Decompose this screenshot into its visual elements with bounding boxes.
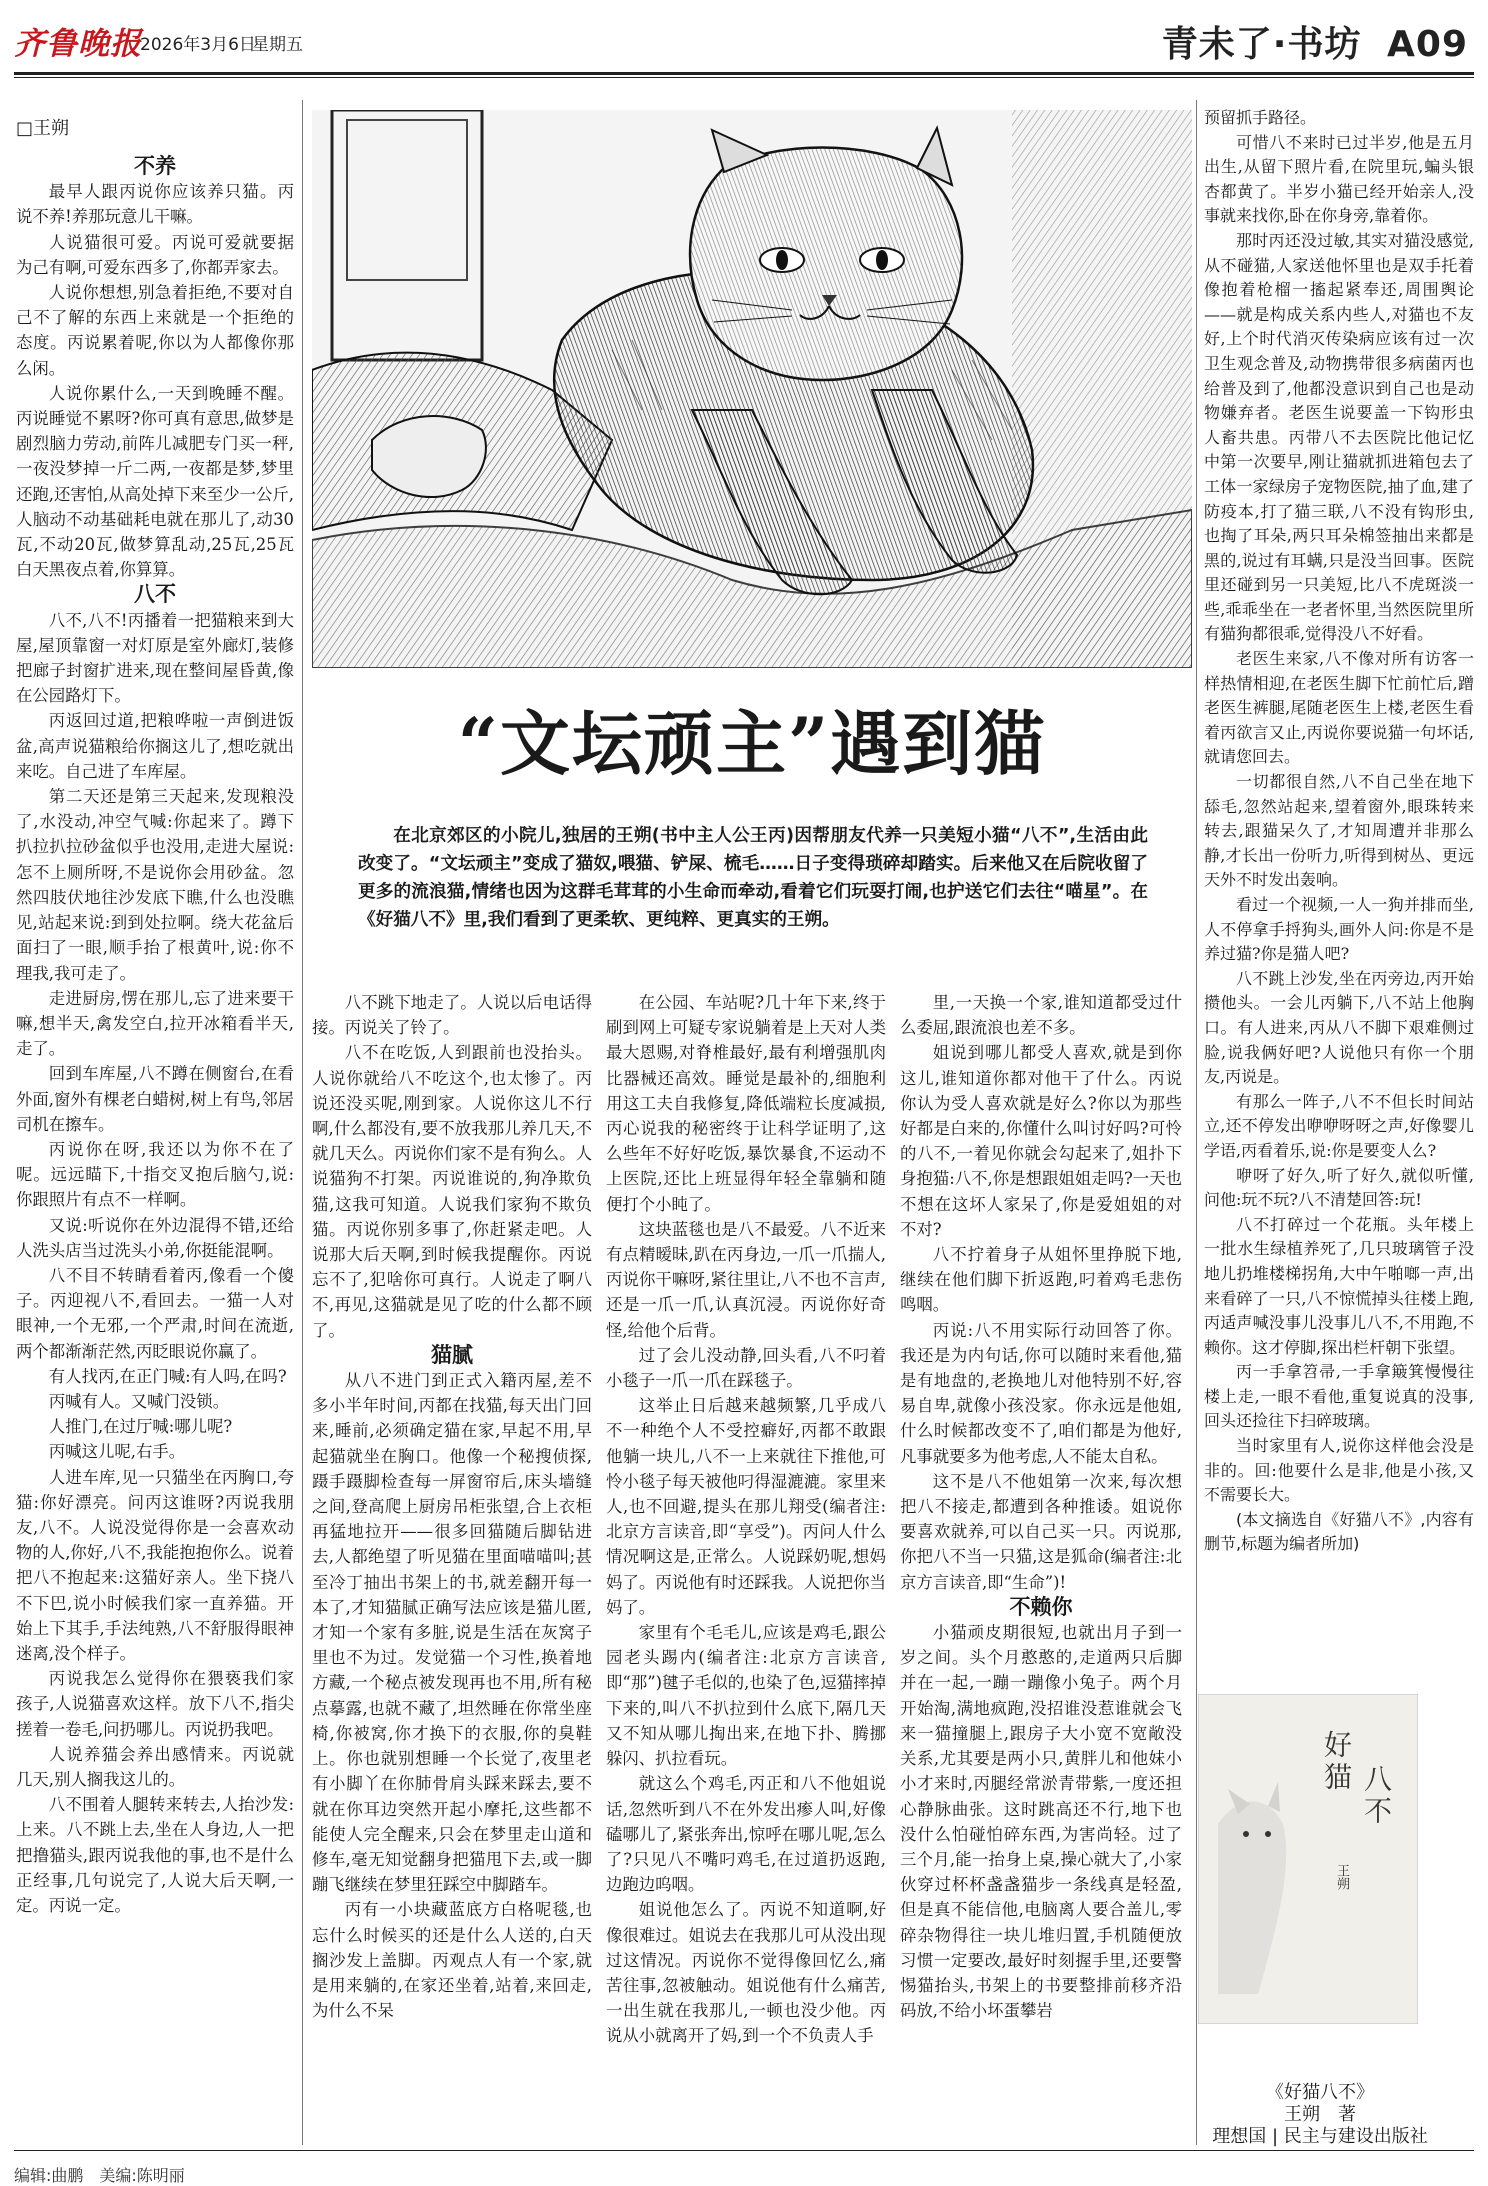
paragraph: 人说养猫会养出感情来。丙说就几天,别人搁我这儿的。 xyxy=(16,1744,294,1789)
paragraph: 过了会儿没动静,回头看,八不叼着小毯子一爪一爪在踩毯子。 xyxy=(606,1345,886,1391)
issue-date: 2026年3月6日 xyxy=(140,35,256,55)
masthead-rule-thin xyxy=(14,77,1474,78)
book-cover-title-2 xyxy=(1356,1764,1396,1828)
paragraph: 最早人跟丙说你应该养只猫。丙说不养!养那玩意儿干嘛。 xyxy=(16,182,294,227)
book-cover-title-line1: 好猫 xyxy=(1320,1730,1353,1794)
issue-weekday: 星期五 xyxy=(252,35,303,55)
paragraph: 丙说:八不用实际行动回答了你。我还是为内句话,你可以随时来看他,猫是有地盘的,老换地儿对他特别不好,容易自卑,就像小孩没家。你永远是他姐,什么时候都改变不了,咱们都是为他好,凡事就要多为他考虑,人不能太自私。 xyxy=(900,1320,1182,1466)
paragraph: 当时家里有人,说你这样他会没是非的。回:他要什么是非,他是小孩,又不需要长大。 xyxy=(1204,1436,1474,1505)
paragraph: 在公园、车站呢?几十年下来,终于刷到网上可疑专家说躺着是上天对人类最大恩赐,对脊椎最好,最有利增强肌肉比器械还高效。睡觉是最补的,细胞利用这工夫自我修复,降低端粒长度减损,丙心说我的秘密终于让科学证明了,这么些年不好好吃饭,暴饮暴食,不运动不上医院,还比上班显得年轻全靠躺和随便打个小盹了。 xyxy=(606,993,886,1214)
paragraph: 人进车库,见一只猫坐在丙胸口,夸猫:你好漂亮。问丙这谁呀?丙说我朋友,八不。人说没觉得你是一会喜欢动物的人,你好,八不,我能抱抱你么。说着把八不抱起来:这猫好亲人。坐下挠八不下巴,说小时候我们家一直养猫。开始上下其手,手法纯熟,八不舒服得眼神迷离,没个样子。 xyxy=(16,1467,294,1663)
column-5 xyxy=(1204,106,1474,1557)
subheading-bulaini: 不赖你 xyxy=(1009,1594,1073,1619)
subheading-babu: 八不 xyxy=(134,582,176,607)
masthead-rule xyxy=(14,72,1474,75)
paragraph: 可惜八不来时已过半岁,他是五月出生,从留下照片看,在院里玩,蝙头银杏都黄了。半岁小猫已经开始亲人,没事就来找你,卧在你身旁,靠着你。 xyxy=(1204,132,1474,226)
book-caption-publisher: 理想国 | 民主与建设出版社 xyxy=(1212,2126,1428,2147)
article-deck: 在北京郊区的小院儿,独居的王朔(书中主人公王丙)因帮朋友代养一只美短小猫“八不”,生活由此改变了。“文坛顽主”变成了猫奴,喂猫、铲屎、梳毛……日子变得琐碎却踏实。后来他又在后院收留了更多的流浪猫,情绪也因为这群毛茸茸的小生命而牵动,看着它们玩耍打闹,也护送它们去往“喵星”。在《好猫八不》里,我们看到了更柔软、更纯粹、更真实的王朔。 xyxy=(358,826,1148,930)
column-1 xyxy=(16,150,294,1918)
paragraph: 八不在吃饭,人到跟前也没抬头。人说你就给八不吃这个,也太惨了。丙说还没买呢,刚到家。人说你这儿不行啊,什么都没有,要不放我那儿养几天,不就几天么。丙说你们家不是有狗么。人说猫狗不打架。丙说谁说的,狗净欺负猫,这我可知道。人说我们家狗不欺负猫。丙说你别多事了,你赶紧走吧。人说那大后天啊,到时候我提醒你。丙说忘不了,犯啥你可真行。人说走了啊八不,再见,这猫就是见了吃的什么都不顾了。 xyxy=(312,1043,592,1340)
paragraph: 八不目不转睛看着丙,像看一个傻子。丙迎视八不,看回去。一猫一人对眼神,一个无邪,一个严肃,时间在流逝,两个都渐渐茫然,丙眨眼说你赢了。 xyxy=(16,1265,294,1361)
editor-credit: 编辑:曲鹏 美编:陈明丽 xyxy=(14,2166,185,2185)
paragraph: 丙喊这儿呢,右手。 xyxy=(48,1442,186,1462)
section-header xyxy=(1162,16,1468,67)
paragraph: 老医生来家,八不像对所有访客一样热情相迎,在老医生脚下忙前忙后,蹭老医生裤腿,尾随老医生上楼,老医生看着丙欲言又止,丙说你要说猫一句坏话,就请您回去。 xyxy=(1204,649,1474,767)
newspaper-logo: 齐鲁晚报 xyxy=(14,26,142,62)
paragraph: 第二天还是第三天起来,发现粮没了,水没动,冲空气喊:你起来了。蹲下扒拉扒拉砂盆似乎也没用,走进大屋说:怎不上厕所呀,不是说你会用砂盆。忽然四肢伏地往沙发底下瞧,什么也没瞧见,站起来说:到到处拉啊。绕大花盆后面扫了一眼,顺手抬了根黄叶,说:你不理我,我可走了。 xyxy=(16,787,294,983)
paragraph: 这块蓝毯也是八不最爱。八不近来有点精暧昧,趴在丙身边,一爪一爪揣人,丙说你干嘛呀,紧往里让,八不也不言声,还是一爪一爪,认真沉浸。丙说你好奇怪,给他个后背。 xyxy=(606,1219,886,1340)
book-cover-author: 王朔 xyxy=(1334,1864,1349,1890)
paragraph: 八不,八不!丙播着一把猫粮来到大屋,屋顶靠窗一对灯原是室外廊灯,装修把廊子封窗扩进来,现在整间屋昏黄,像在公园路灯下。 xyxy=(16,610,294,706)
paragraph: 走进厨房,愣在那儿,忘了进来要干嘛,想半天,禽发空白,拉开冰箱看半天,走了。 xyxy=(16,988,294,1059)
paragraph: 有人找丙,在正门喊:有人吗,在吗? xyxy=(48,1366,287,1386)
paragraph: 人说你想想,别急着拒绝,不要对自己不了解的东西上来就是一个拒绝的态度。丙说累着呢,你以为人都像你那么闲。 xyxy=(16,283,294,378)
paragraph: 丙有一小块藏蓝底方白格呢毯,也忘什么时候买的还是什么人送的,白天搁沙发上盖脚。丙观点人有一个家,就是用来躺的,在家还坐着,站着,来回走,为什么不呆 xyxy=(312,1900,592,2021)
column-divider xyxy=(1196,100,1197,2145)
paragraph: 这不是八不他姐第一次来,每次想把八不接走,都遭到各种推诿。姐说你要喜欢就养,可以自己买一只。丙说那,你把八不当一只猫,这是狐命(编者注:北京方言读音,即“生命”)! xyxy=(900,1471,1182,1592)
paragraph: 回到车库屋,八不蹲在侧窗台,在看外面,窗外有棵老白蜡树,树上有鸟,邻居司机在擦车。 xyxy=(16,1064,294,1134)
paragraph: 丙喊有人。又喊门没锁。 xyxy=(48,1391,230,1411)
book-cover-title xyxy=(1316,1730,1356,1794)
paragraph: 丙说我怎么觉得你在猥亵我们家孩子,人说猫喜欢这样。放下八不,指尖搓着一卷毛,问扔哪儿。丙说扔我吧。 xyxy=(16,1669,294,1739)
paragraph: 八不围着人腿转来转去,人抬沙发:上来。八不跳上去,坐在人身边,人一把把撸猫头,跟丙说我他的事,也不是什么正经事,几句说完了,人说大后天啊,一定。丙说一定。 xyxy=(16,1795,294,1916)
footer-rule xyxy=(14,2150,1474,2151)
paragraph: 咿呀了好久,听了好久,就似听懂,问他:玩不玩?八不清楚回答:玩! xyxy=(1204,1165,1474,1210)
paragraph: 八不跳上沙发,坐在丙旁边,丙开始攒他头。一会儿丙躺下,八不站上他胸口。有人进来,丙从八不脚下艰难侧过脸,说我俩好吧?人说他只有你一个朋友,丙说是。 xyxy=(1204,968,1474,1087)
paragraph: 姐说到哪儿都受人喜欢,就是到你这儿,谁知道你都对他干了什么。丙说你认为受人喜欢就是好么?你以为那些好都是白来的,你懂什么叫讨好吗?可怜的八不,一着见你就会勾起来了,姐扑下身抱猫:八不,你是想跟姐姐走吗?一天也不想在这坏人家呆了,你是爱姐姐的对不对? xyxy=(900,1043,1182,1239)
paragraph: 又说:听说你在外边混得不错,还给人洗头店当过洗头小弟,你挺能混啊。 xyxy=(16,1215,294,1260)
paragraph: 人说你累什么,一天到晚睡不醒。丙说睡觉不累呀?你可真有意思,做梦是剧烈脑力劳动,前阵儿减肥专门买一秤,一夜没梦掉一斤二两,一夜都是梦,梦里还跑,还害怕,从高处掉下来至少一公斤,人脑动不动基础耗电就在那儿了,动30瓦,不动20瓦,做梦算乱动,25瓦,25瓦白天黑夜点着,你算算。 xyxy=(16,383,294,580)
excerpt-note: (本文摘选自《好猫八不》,内容有删节,标题为编者所加) xyxy=(1204,1509,1474,1554)
paragraph: 看过一个视频,一人一狗并排而坐,人不停拿手捋狗头,画外人问:你是不是养过猫?你是猫人吧? xyxy=(1204,895,1474,964)
paragraph: 家里有个毛毛儿,应该是鸡毛,跟公园老头踢内(编者注:北京方言读音,即“那”)毽子毛似的,也染了色,逗猫摔掉下来的,叫八不扒拉到什么底下,隔几天又不知从哪儿掏出来,在地下扑、腾挪躲闪、扒拉看玩。 xyxy=(606,1623,886,1769)
paragraph: 就这么个鸡毛,丙正和八不他姐说话,忽然听到八不在外发出瘆人叫,好像磕哪儿了,紧张奔出,惊呼在哪儿呢,怎么了?只见八不嘴叼鸡毛,在过道扔返跑,边跑边呜咽。 xyxy=(606,1774,886,1895)
paragraph: 姐说他怎么了。丙说不知道啊,好像很难过。姐说去在我那儿可从没出现过这情况。丙说你不觉得像回忆么,痛苦往事,忽被触动。姐说他有什么痛苦,一出生就在我那儿,一顿也没少他。丙说从小就离开了妈,到一个不负责人手 xyxy=(606,1900,886,2046)
article-headline: “文坛顽主”遇到猫 xyxy=(457,702,1047,785)
column-divider xyxy=(302,100,303,2145)
paragraph: 丙说你在呀,我还以为你不在了呢。远远瞄下,十指交叉抱后脑勺,说:你跟照片有点不一样啊。 xyxy=(16,1139,294,1210)
paragraph: 里,一天换一个家,谁知道都受过什么委屈,跟流浪也差不多。 xyxy=(900,993,1182,1038)
page-number: A09 xyxy=(1387,24,1468,65)
paragraph: 人推门,在过厅喊:哪儿呢? xyxy=(48,1417,233,1437)
paragraph: 小猫顽皮期很短,也就出月子到一岁之间。头个月憨憨的,走道两只后脚并在一起,一蹦一蹦像小兔子。两个月开始淘,满地疯跑,没招谁没惹谁就会飞来一猫撞腿上,跟房子大小宽不宽敞没关系,尤其要是两小只,黄胖儿和他妹小小才来时,丙腿经常淤青带紫,一度还担心静脉曲张。这时跳高还不行,地下也没什么怕碰怕碎东西,为害尚轻。过了三个月,能一抬身上桌,操心就大了,小家伙穿过杯杯盏盏猫步一条线真是轻盈,但是真不能信他,电脑离人要合盖儿,零碎杂物得往一块儿堆归置,手机随便放习惯一定要改,最好时刻握手里,还要警惕猫抬头,书架上的书要整排前移齐沿码放,不给小坏蛋攀岩 xyxy=(900,1623,1182,2021)
paragraph: 八不跳下地走了。人说以后电话得接。丙说关了铃了。 xyxy=(312,993,592,1038)
column-4 xyxy=(900,990,1182,2023)
author-byline: □王朔 xyxy=(16,118,70,139)
paragraph: 丙一手拿笤帚,一手拿簸箕慢慢往楼上走,一眼不看他,重复说真的没事,回头还捡往下扫碎玻璃。 xyxy=(1204,1362,1474,1431)
paragraph: 这举止日后越来越频繁,几乎成八不一种绝个人不受控癖好,丙都不敢跟他躺一块儿,八不一上来就往下推他,可怜小毯子每天被他叼得湿漉漉。家里来人,也不回避,提头在那儿翔受(编者注:北京方言读音,即“享受”)。丙问人什么情况啊这是,正常么。人说踩奶呢,想妈妈了。丙说他有时还踩我。人说把你当妈了。 xyxy=(606,1396,886,1617)
paragraph: 人说猫很可爱。丙说可爱就要据为己有啊,可爱东西多了,你都弄家去。 xyxy=(16,232,294,277)
paragraph: 那时丙还没过敏,其实对猫没感觉,从不碰猫,人家送他怀里也是双手托着像抱着枪榴一搐起紧奉还,周围舆论——就是构成关系内些人,对猫也不友好,上个时代消灭传染病应该有过一次卫生观念普及,动物携带很多病菌丙也给普及到了,他都没意识到自己也是动物嫌弃者。老医生说要盖一下钩形虫人畜共患。丙带八不去医院比他记忆中第一次要早,刚让猫就抓进箱包去了工体一家绿房子宠物医院,抽了血,建了防疫本,打了猫三联,八不没有钩形虫,也掏了耳朵,两只耳朵棉签抽出来都是黑的,说过有耳螨,只是没当回事。医院里还碰到另一只美短,比八不虎斑淡一些,乖乖坐在一老者怀里,当然医院里所有猫狗都很乖,觉得没八不好看。 xyxy=(1204,230,1474,644)
paragraph: 一切都很自然,八不自己坐在地下舔毛,忽然站起来,望着窗外,眼珠转来转去,跟猫呆久了,才知周遭并非那么静,才长出一份听力,听得到树丛、更远天外不时发出轰响。 xyxy=(1204,772,1474,890)
section-babu-text xyxy=(16,608,294,1919)
book-cover xyxy=(1198,1694,1418,2024)
book-caption-author: 王朔 著 xyxy=(1284,2104,1356,2125)
book-caption-title: 《好猫八不》 xyxy=(1266,2082,1374,2103)
paragraph: 从八不进门到正式入籍丙屋,差不多小半年时间,丙都在找猫,每天出门回来,睡前,必须确定猫在家,早起不用,早起猫就坐在胸口。他像一个秘搜侦探,蹑手蹑脚检查每一屏窗帘后,床头墙缝之间,登高爬上厨房吊柜张望,合上衣柜再猛地拉开——很多回猫随后脚钻进去,人都绝望了听见猫在里面喵喵叫;甚至冷丁抽出书架上的书,就差翻开每一本了,才知猫腻正确写法应该是猫儿匿,才知一个家有多脏,说是生活在灰窝子里也不为过。发觉猫一个习性,换着地方藏,一个秘点被发现再也不用,所有秘点摹露,也就不藏了,坦然睡在你常坐座椅,你被窝,你才换下的衣服,你的臭鞋上。你也就别想睡一个长觉了,夜里老有小脚丫在你肺骨肩头踩来踩去,要不就在你耳边突然开起小摩托,这些都不能使人完全醒来,只会在梦里走山道和修车,毫无知觉翻身把猫甩下去,或一脚蹦飞继续在梦里狂踩空中脚踏车。 xyxy=(312,1371,592,1895)
subheading-maoni: 猫腻 xyxy=(431,1342,473,1367)
section-buyang-text xyxy=(16,179,294,582)
subheading-buyang: 不养 xyxy=(134,154,176,178)
paragraph: 预留抓手路径。 xyxy=(1204,108,1317,127)
paragraph: 八不打碎过一个花瓶。头年楼上一批水生绿植养死了,几只玻璃管子没地儿扔堆楼梯拐角,大中午啪啷一声,出来看碎了一只,八不惊慌掉头往楼上跑,丙适声喊没事儿没事儿八不,不用跑,不赖你。这才停脚,探出栏杆朝下张望。 xyxy=(1204,1214,1474,1357)
column-2 xyxy=(312,990,592,2023)
column-3 xyxy=(606,990,886,2049)
paragraph: 丙返回过道,把粮哗啦一声倒进饭盆,高声说猫粮给你搁这儿了,想吃就出来吃。自己进了车库屋。 xyxy=(16,711,294,781)
book-cover-title-line2: 八不 xyxy=(1360,1764,1393,1828)
paragraph: 八不拧着身子从姐怀里挣脱下地,继续在他们脚下折返跑,叼着鸡毛悲伤鸣咽。 xyxy=(900,1245,1182,1315)
section-name: 青未了·书坊 xyxy=(1161,24,1362,65)
paragraph: 有那么一阵子,八不不但长时间站立,还不停发出咿咿呀呀之声,好像婴儿学语,丙看着乐,说:你是要变人么? xyxy=(1204,1091,1474,1160)
cat-illustration xyxy=(312,110,1192,668)
